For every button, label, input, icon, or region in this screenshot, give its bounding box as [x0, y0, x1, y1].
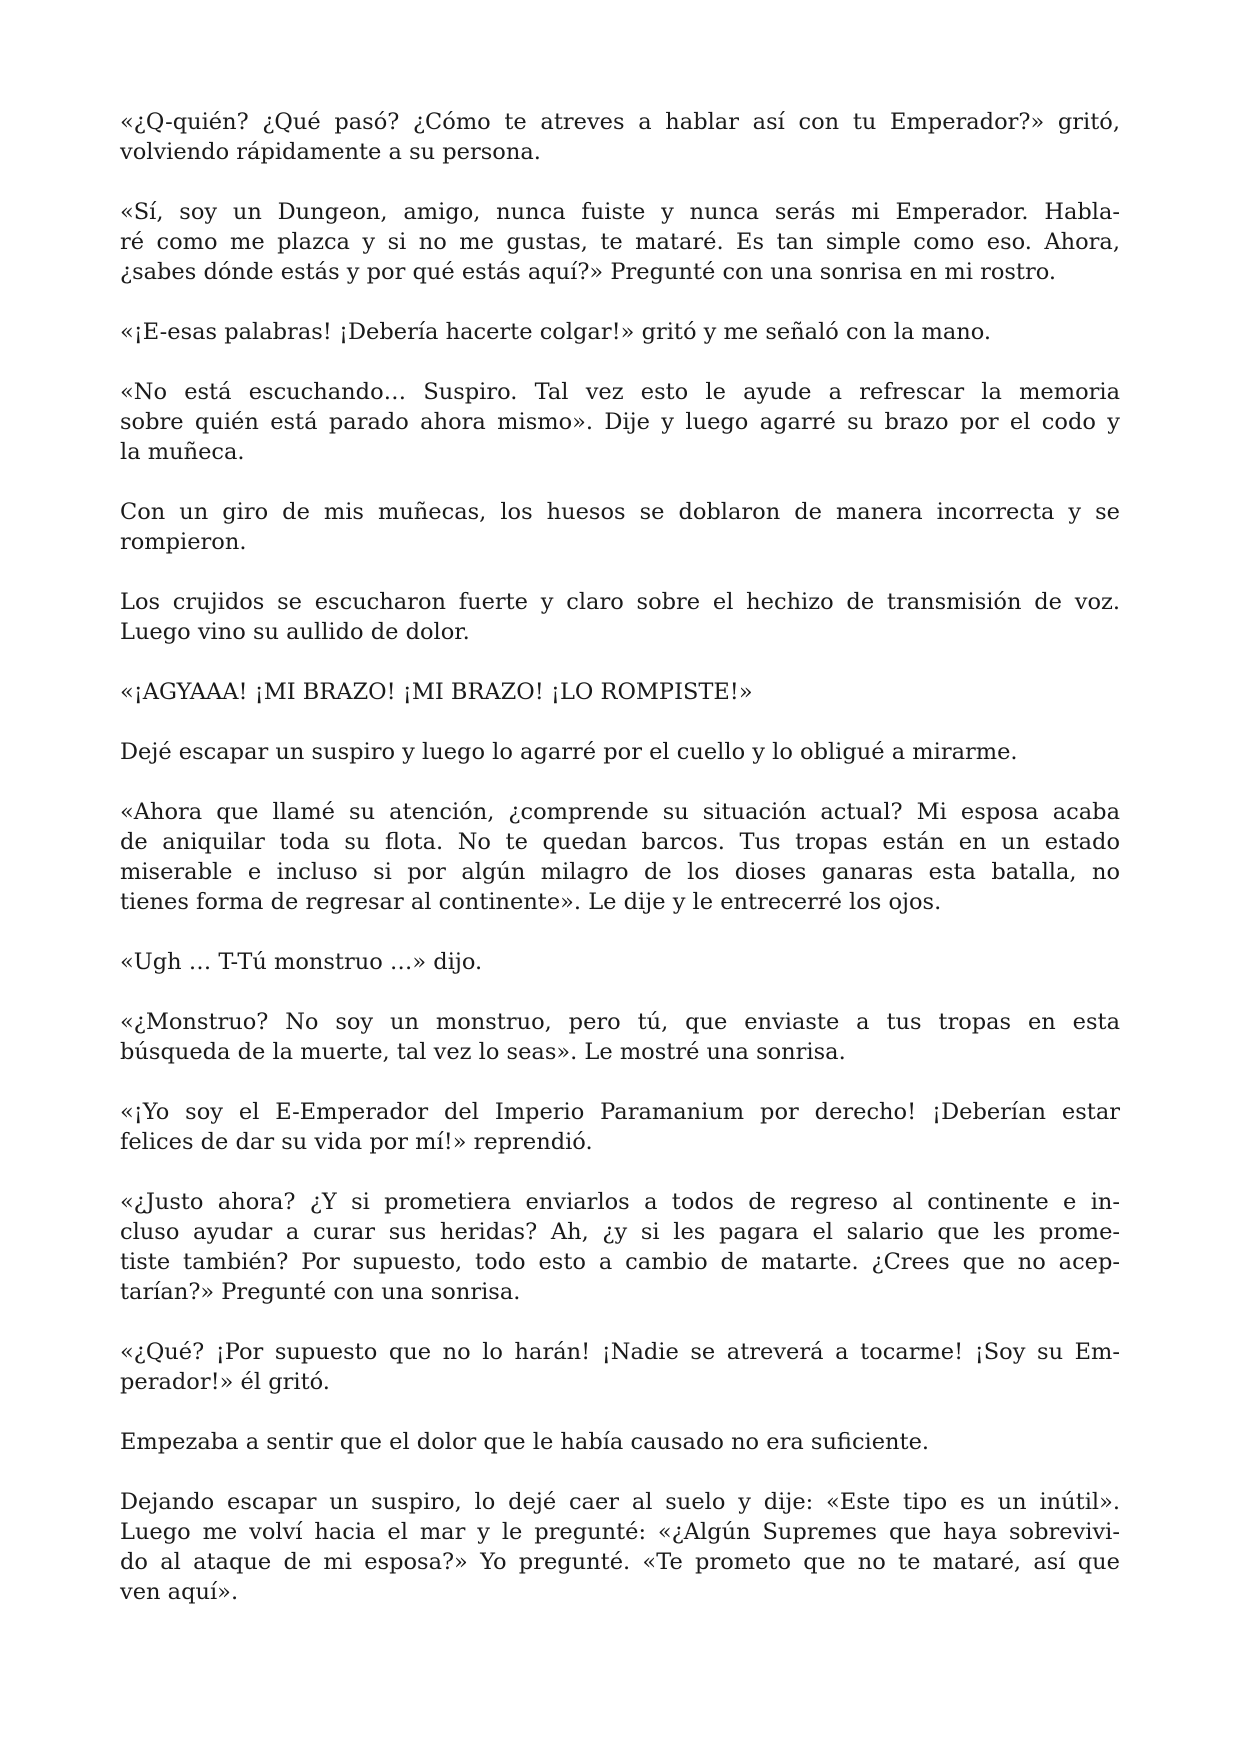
text-line: Luego me volví hacia el mar y le pregunté: «¿Algún Supremes que haya sobrevivi-	[120, 1519, 1120, 1545]
text-line: «Sí, soy un Dungeon, amigo, nunca fuiste y nunca serás mi Emperador. Habla-	[120, 199, 1120, 225]
text-line: «Ugh … T-Tú monstruo …» dijo.	[120, 949, 483, 975]
paragraph	[120, 1097, 1120, 1157]
paragraph	[120, 737, 1120, 767]
text-line: rompieron.	[120, 529, 247, 555]
text-line: cluso ayudar a curar sus heridas? Ah, ¿y si les pagara el salario que les prome-	[120, 1219, 1120, 1245]
text-line: «¿Qué? ¡Por supuesto que no lo harán! ¡Nadie se atreverá a tocarme! ¡Soy su Em-	[120, 1339, 1120, 1365]
text-line: tienes forma de regresar al continente». Le dije y le entrecerré los ojos.	[120, 889, 942, 915]
paragraph	[120, 1427, 1120, 1457]
text-line: «¡AGYAAA! ¡MI BRAZO! ¡MI BRAZO! ¡LO ROMPISTE!»	[120, 679, 753, 705]
text-line: ¿sabes dónde estás y por qué estás aquí?» Pregunté con una sonrisa en mi rostro.	[120, 259, 1057, 285]
text-line: tiste también? Por supuesto, todo esto a cambio de matarte. ¿Crees que no acep-	[120, 1249, 1120, 1275]
text-line: de aniquilar toda su flota. No te quedan barcos. Tus tropas están en un estado	[120, 829, 1120, 855]
text-line: «¿Monstruo? No soy un monstruo, pero tú, que enviaste a tus tropas en esta	[120, 1009, 1120, 1035]
text-line: la muñeca.	[120, 439, 245, 465]
paragraph	[120, 677, 1120, 707]
text-line: volviendo rápidamente a su persona.	[120, 139, 541, 165]
text-line: «¡E-esas palabras! ¡Debería hacerte colgar!» gritó y me señaló con la mano.	[120, 319, 992, 345]
text-line: Con un giro de mis muñecas, los huesos se doblaron de manera incorrecta y se	[120, 499, 1120, 525]
text-line: perador!» él gritó.	[120, 1369, 330, 1395]
paragraph	[120, 107, 1120, 167]
paragraph	[120, 317, 1120, 347]
paragraph	[120, 587, 1120, 647]
text-line: «¿Q-quién? ¿Qué pasó? ¿Cómo te atreves a hablar así con tu Emperador?» gritó,	[120, 109, 1120, 135]
text-line: Empezaba a sentir que el dolor que le había causado no era suficiente.	[120, 1429, 930, 1455]
text-line: sobre quién está parado ahora mismo». Dije y luego agarré su brazo por el codo y	[120, 409, 1120, 435]
text-line: do al ataque de mi esposa?» Yo pregunté. «Te prometo que no te mataré, así que	[120, 1549, 1120, 1575]
paragraph	[120, 1337, 1120, 1397]
text-line: «¡Yo soy el E-Emperador del Imperio Paramanium por derecho! ¡Deberían estar	[120, 1099, 1120, 1125]
text-line: Dejé escapar un suspiro y luego lo agarré por el cuello y lo obligué a mirarme.	[120, 739, 1018, 765]
paragraph	[120, 497, 1120, 557]
text-line: Los crujidos se escucharon fuerte y claro sobre el hechizo de transmisión de voz.	[120, 589, 1120, 615]
text-line: tarían?» Pregunté con una sonrisa.	[120, 1279, 521, 1305]
text-line: felices de dar su vida por mí!» reprendió.	[120, 1129, 593, 1155]
text-line: «Ahora que llamé su atención, ¿comprende su situación actual? Mi esposa acaba	[120, 799, 1120, 825]
paragraph	[120, 197, 1120, 287]
paragraph	[120, 1487, 1120, 1607]
text-line: «No está escuchando… Suspiro. Tal vez esto le ayude a refrescar la memoria	[120, 379, 1120, 405]
paragraph	[120, 947, 1120, 977]
paragraph	[120, 1187, 1120, 1307]
text-line: ven aquí».	[120, 1579, 239, 1605]
text-line: «¿Justo ahora? ¿Y si prometiera enviarlos a todos de regreso al continente e in-	[120, 1189, 1120, 1215]
paragraph	[120, 797, 1120, 917]
text-line: búsqueda de la muerte, tal vez lo seas». Le mostré una sonrisa.	[120, 1039, 846, 1065]
text-line: Dejando escapar un suspiro, lo dejé caer al suelo y dije: «Este tipo es un inútil».	[120, 1489, 1120, 1515]
text-line: ré como me plazca y si no me gustas, te mataré. Es tan simple como eso. Ahora,	[120, 229, 1120, 255]
text-line: Luego vino su aullido de dolor.	[120, 619, 470, 645]
document-page	[120, 107, 1120, 1637]
paragraph	[120, 377, 1120, 467]
text-line: miserable e incluso si por algún milagro de los dioses ganaras esta batalla, no	[120, 859, 1120, 885]
paragraph	[120, 1007, 1120, 1067]
